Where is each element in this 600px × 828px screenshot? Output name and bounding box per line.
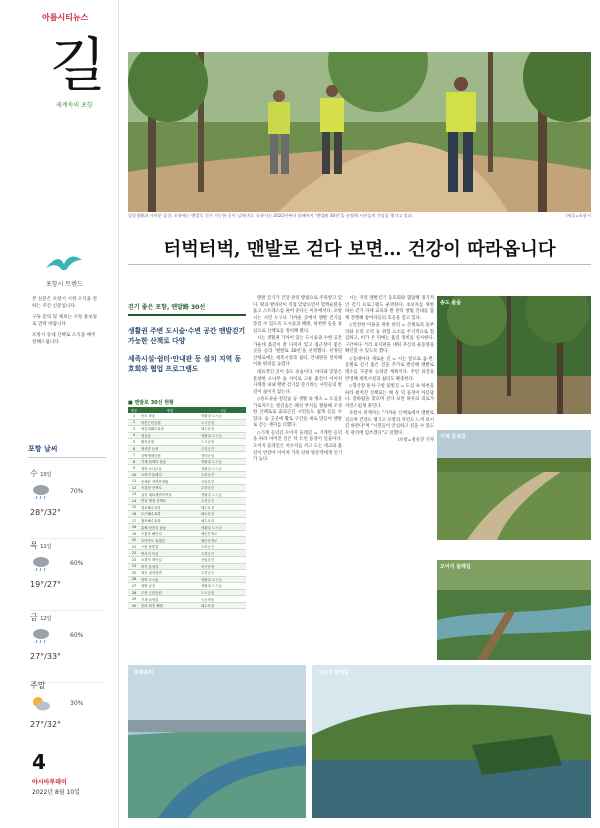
cell-name: 구항 물빛길 — [140, 543, 200, 550]
main-photo — [128, 52, 591, 212]
rain-probability: 30% — [70, 700, 84, 707]
cell-name: 연일 냉천 산책로 — [140, 498, 200, 505]
cell-number: 24 — [128, 563, 140, 570]
cell-name: 보경사 계곡길 — [140, 557, 200, 564]
rain-probability: 60% — [70, 560, 84, 567]
cell-type: 수변공간 — [200, 471, 246, 478]
cell-name: 장량 숲길 — [140, 583, 200, 590]
cell-number: 5 — [128, 439, 140, 446]
paragraph: ◇안전한 이용을 위한 관리 = 산책로의 돌부리와 유리 조각 등 위험 요소를 주기적으로 점검하고, 비가 온 뒤에는 흙길 정비를 실시한다. 구간마다 거리 표지판을 세워 자신의 운동량을 확인할 수 있도록 했다. — [345, 323, 434, 355]
cell-type: 수변공간 — [200, 485, 246, 492]
cell-number: 11 — [128, 478, 140, 485]
sidebar-note: 포항시 동네 산책로 소식을 매주 전해드립니다. — [32, 333, 96, 346]
cell-name: 청하 소나무숲 — [140, 465, 200, 472]
seagull-icon — [44, 250, 84, 276]
weather-day — [30, 540, 106, 611]
cell-number: 6 — [128, 445, 140, 452]
cell-type: 농촌체험 — [200, 596, 246, 603]
paragraph: 맨발 걷기가 건강 관리 방법으로 주목받고 있다. 땅과 발바닥이 직접 맞닿으면서 혈액순환을 돕고 스트레스를 줄여 준다는 이유에서다. 포항시는 시민 누구나 가까운 곳에서 맨발 걷기를 즐길 수 있도록 도시숲과 해변, 하천변 등을 중심으로 산책로를 정비해 왔다. — [253, 296, 342, 334]
cell-name: 기계 들녘길 — [140, 596, 200, 603]
cell-type: 생활권 도시숲 — [200, 432, 246, 439]
cell-type: 산림휴양 — [200, 478, 246, 485]
cell-number: 23 — [128, 557, 140, 564]
newspaper-title: 길 — [50, 31, 107, 99]
article-column — [253, 296, 342, 465]
caption-text: 일상생활과 가까운 공간, 포항에는 맨발로 걷기 가능한 곳이 넘쳐난다. 포항시는 2022년부터 올해까지 '맨발產 30선'을 선정해 시민들의 건강을 챙기고 있다. — [128, 213, 414, 218]
column-header: 명칭 — [140, 407, 200, 413]
sidebar-note: 구독 문의 및 제보는 시청 홍보실로 연락 바랍니다. — [32, 315, 97, 328]
table-body — [128, 413, 246, 609]
cell-name: 구룡포 해안길 — [140, 530, 200, 537]
paragraph: 시는 생활권 가까이 있는 도시숲과 수변 공간 가운데 흙길이 잘 다져져 있고 접근성이 좋은 곳을 골라 '맨발로 30선'을 선정했다. 선정된 산책로에는 세족시설과 쉼터, 안내판을 설치해 이용 편의를 높였다. — [253, 336, 342, 368]
side-photo — [437, 430, 591, 540]
cell-name: 칠포해수욕장 — [140, 504, 200, 511]
cell-type: 생활권 도시숲 — [200, 524, 246, 531]
canal-image — [128, 665, 306, 818]
cell-name: 송도 솔숲 — [140, 413, 200, 419]
rain-probability: 60% — [70, 632, 84, 639]
cell-type: 해수욕장 — [200, 426, 246, 433]
issue-date: 2022년 8월 10일 — [32, 789, 80, 796]
photo-label: 기계 들녘길 — [440, 434, 466, 440]
cell-name: 장기 읍성길 — [140, 563, 200, 570]
cell-number: 15 — [128, 504, 140, 511]
cell-number: 19 — [128, 530, 140, 537]
cell-number: 2 — [128, 419, 140, 426]
page-number: 4 — [32, 750, 46, 774]
weather-day — [30, 612, 106, 683]
cell-number: 25 — [128, 570, 140, 577]
weather-day-name: 목 — [30, 541, 38, 550]
paragraph: ◇기계 들녘길·오어지 둘레길 = 기계면 들녘을 따라 이어진 길은 탁 트인 풍경이 일품이다. 오어지 둘레길은 저수지를 끼고 도는 데크와 흙길이 번갈아 이어져 가족 단위 방문객에게 인기가 높다. — [253, 430, 342, 463]
cell-number: 27 — [128, 583, 140, 590]
weather-date: 11일 — [40, 544, 52, 550]
pine-forest-image — [437, 296, 591, 414]
left-sidebar — [0, 0, 119, 828]
cell-type: 해안산책로 — [200, 537, 246, 544]
photo-label: 오어지 둘레길 — [318, 670, 349, 676]
newspaper-logo: 아름시티뉴스 — [42, 13, 89, 22]
cell-type: 도시공원 — [200, 589, 246, 596]
cell-number: 1 — [128, 413, 140, 419]
cell-number: 12 — [128, 485, 140, 492]
cell-name: 곡강천 산책로 — [140, 485, 200, 492]
weather-date: 12일 — [40, 616, 52, 622]
sidebar-notes — [32, 296, 100, 351]
photo-label: 송도 솔숲 — [440, 300, 462, 306]
cell-number: 17 — [128, 517, 140, 524]
cell-number: 10 — [128, 471, 140, 478]
photo-label: 포항운하 — [134, 670, 154, 676]
cell-type: 수변공간 — [200, 498, 246, 505]
cell-name: 반곡지 둑길 — [140, 550, 200, 557]
rain-icon — [31, 556, 51, 572]
weather-day — [30, 680, 106, 750]
cell-name: 철길숲 — [140, 432, 200, 439]
bottom-photo — [312, 665, 591, 818]
temperature: 19°/27° — [30, 580, 62, 589]
cell-number: 29 — [128, 596, 140, 603]
cell-name: 도구해수욕장 — [140, 511, 200, 518]
cell-number: 26 — [128, 576, 140, 583]
cell-number: 4 — [128, 432, 140, 439]
paragraph: 포항시 관계자는 "가까운 산책로에서 맨발로 걸으며 건강도 챙기고 포항의 자연도 느껴 보시길 바란다"며 "시민들이 안심하고 걸을 수 있도록 관리에 힘쓰겠다"고 말했다. — [345, 411, 434, 436]
cell-number: 21 — [128, 543, 140, 550]
cell-type: 수변공간 — [200, 570, 246, 577]
cell-type: 도시공원 — [200, 439, 246, 446]
paper-name: 아시아투데이 — [32, 779, 67, 786]
side-photo — [437, 296, 591, 414]
subhead-box — [128, 302, 246, 374]
table-title: ■ 맨발로 30선 현황 — [128, 400, 174, 406]
rain-icon — [31, 484, 51, 500]
cell-type: 생태공원 — [200, 452, 246, 459]
route-table — [128, 407, 246, 609]
temperature: 28°/32° — [30, 508, 62, 517]
cell-name: 호미반도 둘레길 — [140, 537, 200, 544]
cell-number: 16 — [128, 511, 140, 518]
cell-name: 중명생태공원 — [140, 452, 200, 459]
sidebar-note: 본 신문은 포항시 시정 소식을 전하는 주간 신문입니다. — [32, 297, 97, 310]
cell-number: 14 — [128, 498, 140, 505]
cell-type: 수변공간 — [200, 543, 246, 550]
cell-name: 학전근린공원 — [140, 419, 200, 426]
cell-type: 수변공간 — [200, 550, 246, 557]
cell-name: 월포해수욕장 — [140, 517, 200, 524]
cell-number: 8 — [128, 458, 140, 465]
paragraph: 대표적인 곳이 송도 솔숲이다. 바다와 맞닿은 울창한 소나무 숲 사이로 고운 흙길이 이어져 사계절 내내 맨발 걷기를 즐기려는 시민들의 발길이 끊이지 않는다. — [253, 370, 342, 395]
headline: 터벅터벅, 맨발로 걷다 보면… 건강이 따라옵니다 — [163, 239, 556, 260]
paragraph: ◇송도솔숲·철길숲 등 생활 속 명소 = 도심을 가로지르는 철길숲은 폐선 부지를 활용해 조성한 산책로로 출퇴근길 시민들도 쉽게 들를 수 있다. 숲 곳곳에 황토 구간을 새로 만들어 맨발로 걷는 재미를 더했다. — [253, 397, 342, 429]
cell-name: 기계 남계리 솔숲 — [140, 458, 200, 465]
cell-type: 해수욕장 — [200, 517, 246, 524]
side-photo — [437, 560, 591, 660]
photo-credit: /제공=포항시 — [565, 213, 591, 218]
cell-type: 수변공간 — [200, 445, 246, 452]
cell-type: 생활권 도시숲 — [200, 583, 246, 590]
cell-type: 해수욕장 — [200, 504, 246, 511]
paragraph: ◇형산강 둔치·구항 물빛길 = 도심 속 하천을 따라 펼쳐진 산책로는 해 질 녘 풍경이 아름답다. 강바람을 맞으며 걷다 보면 하루의 피로가 자연스럽게 풀린다. — [345, 384, 434, 409]
byline: /포항=정유진 기자 — [397, 438, 434, 444]
temperature: 27°/33° — [30, 652, 62, 661]
cell-type: 역사탐방 — [200, 563, 246, 570]
cell-name: 효자 메타세쿼이아길 — [140, 491, 200, 498]
cell-name: 형산강 둔치 — [140, 445, 200, 452]
weather-day-name: 주말 — [30, 681, 46, 690]
cell-type: 생활권 도시숲 — [200, 576, 246, 583]
cell-type: 해수욕장 — [200, 602, 246, 609]
section-label: 포항시 트렌드 — [46, 281, 83, 288]
cell-number: 9 — [128, 465, 140, 472]
cell-type: 생활권 도시숲 — [200, 458, 246, 465]
cell-number: 30 — [128, 602, 140, 609]
paragraph: ◇동네마다 새로운 길 = 시는 앞으로 읍·면·동별로 걷기 좋은 길을 추가로 발굴해 맨발로 명소를 꾸준히 늘려갈 계획이다. 주민 의견을 반영해 세족시설과 쉼터도 확충한다. — [345, 356, 434, 382]
cell-type: 생활권 도시숲 — [200, 465, 246, 472]
temperature: 27°/32° — [30, 720, 62, 729]
section-tag: 걷기 좋은 포항, 맨발路 30선 — [128, 302, 246, 316]
photo-caption — [128, 213, 591, 219]
cell-number: 28 — [128, 589, 140, 596]
cell-number: 18 — [128, 524, 140, 531]
cell-type: 생활권 도시숲 — [200, 413, 246, 419]
reservoir-image — [312, 665, 591, 818]
weather-day-name: 금 — [30, 613, 38, 622]
bottom-photo — [128, 665, 306, 818]
paragraph: 시는 지역 맨발걷기 동호회와 협업해 정기적인 걷기 프로그램도 운영한다. 초보자를 위한 바른 걷기 자세 교육과 발 관리 방법 안내를 함께 진행해 참여자들의 호응을 얻고 있다. — [345, 296, 434, 321]
cell-type: 산림휴양 — [200, 557, 246, 564]
cell-number: 3 — [128, 426, 140, 433]
photo-label: 오어지 둘레길 — [440, 564, 471, 570]
subhead: 생활권 주변 도시숲·수변 공간 맨발걷기 가능한 산책로 다양 — [128, 327, 246, 345]
cell-number: 13 — [128, 491, 140, 498]
subhead: 세족시설·쉼터·안내판 등 설치 지역 동호회와 협업 프로그램도 — [128, 355, 242, 373]
divider — [128, 264, 591, 265]
cell-name: 송라 화진 해변 — [140, 602, 200, 609]
weather-date: 10일 — [40, 472, 52, 478]
cell-number: 7 — [128, 452, 140, 459]
cell-name: 운제산 자연휴양림 — [140, 478, 200, 485]
cell-type: 도시공원 — [200, 419, 246, 426]
weather-day-name: 수 — [30, 469, 38, 478]
cell-name: 영일대해수욕장 — [140, 426, 200, 433]
cell-type: 생활권 도시숲 — [200, 491, 246, 498]
city-slogan: 세계속의 포항 — [56, 102, 93, 109]
weather-day — [30, 468, 106, 539]
cell-name: 흥해 남송리 솔숲 — [140, 524, 200, 531]
lake-deck-image — [437, 560, 591, 660]
table-row — [128, 602, 246, 609]
cell-type: 해수욕장 — [200, 511, 246, 518]
article-column — [345, 296, 434, 446]
cell-name: 환호공원 — [140, 439, 200, 446]
cell-name: 양덕 도시숲 — [140, 576, 200, 583]
column-header: 번호 — [128, 407, 140, 413]
cell-type: 해안산책로 — [200, 530, 246, 537]
cell-name: 우현 근린공원 — [140, 589, 200, 596]
sun-cloud-icon — [31, 696, 51, 712]
cell-name: 대송 칠성천변 — [140, 570, 200, 577]
cell-number: 20 — [128, 537, 140, 544]
weather-title: 포항 날씨 — [28, 444, 106, 458]
cell-number: 22 — [128, 550, 140, 557]
column-header: 구분 — [200, 407, 246, 413]
rain-icon — [31, 628, 51, 644]
field-path-image — [437, 430, 591, 540]
cell-name: 오어지 둘레길 — [140, 471, 200, 478]
rain-probability: 70% — [70, 488, 84, 495]
